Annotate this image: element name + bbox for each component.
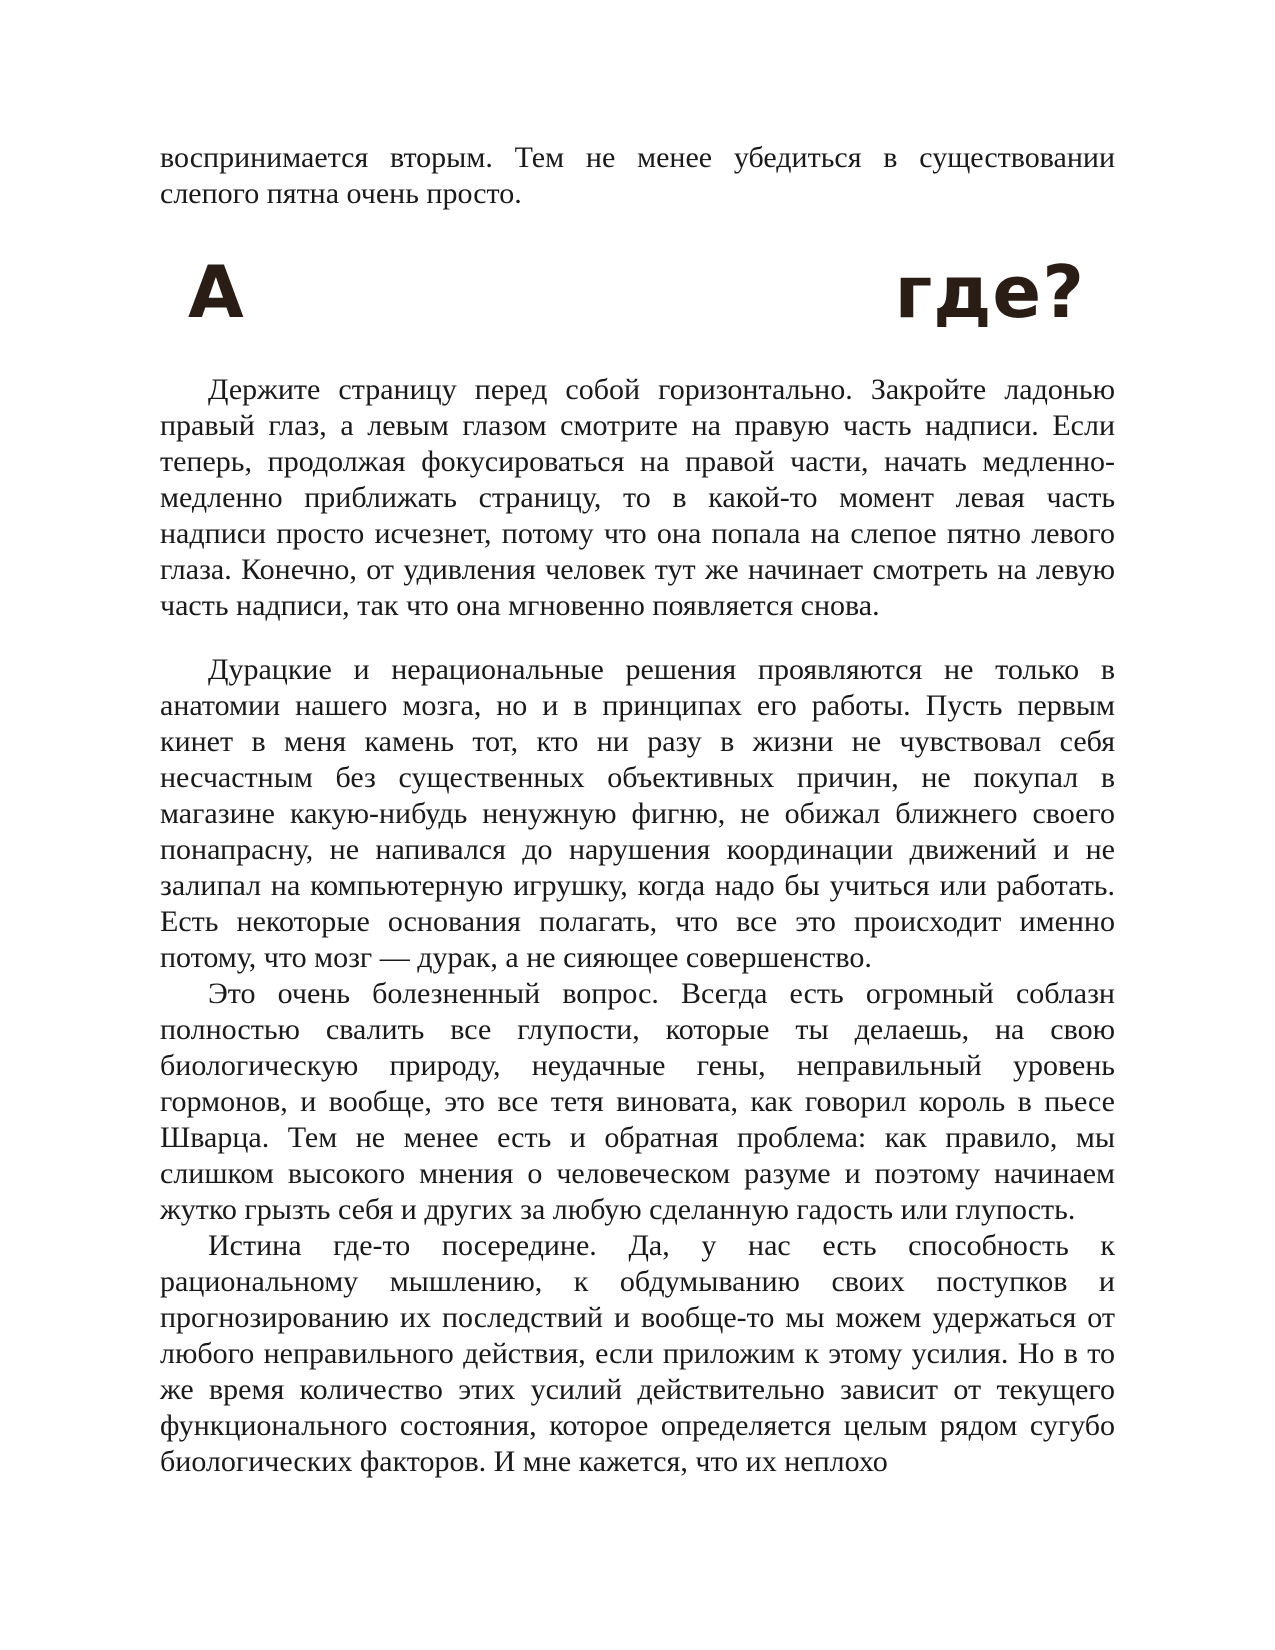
blind-spot-demo (160, 222, 1115, 372)
demo-right-word: где? (894, 250, 1085, 334)
intro-paragraph: воспринимается вторым. Тем не менее убедиться в существовании слепого пятна очень просто. (160, 141, 1115, 210)
paragraph-truth-in-middle: Истина где-то посередине. Да, у нас есть способность к рациональному мышлению, к обдумыванию своих поступков и прогнозированию их последствий и вообще-то мы можем удержаться от любого неправильного действия, если приложим к этому усилия. Но в то же время количество этих усилий действительно зависит от текущего функционального состояния, которое определяется целым рядом сугубо биологических факторов. И мне кажется, что их неплохо (160, 1229, 1115, 1478)
paragraph-instructions: Держите страницу перед собой горизонтально. Закройте ладонью правый глаз, а левым глазом смотрите на правую часть надписи. Если теперь, продолжая фокусироваться на правой части, начать медленно-медленно приближать страницу, то в какой-то момент левая часть надписи просто исчезнет, потому что она попала на слепое пятно левого глаза. Конечно, от удивления человек тут же начинает смотреть на левую часть надписи, так что она мгновенно появляется снова. (160, 373, 1115, 622)
paragraph-gap (160, 624, 1115, 652)
demo-left-word: А (188, 250, 245, 334)
page-content (160, 140, 1115, 1480)
paragraph-irrational-decisions: Дурацкие и нерациональные решения проявляются не только в анатомии нашего мозга, но и в принципах его работы. Пусть первым кинет в меня камень тот, кто ни разу в жизни не чувствовал себя несчастным без существенных объективных причин, не покупал в магазине какую-нибудь ненужную фигню, не обижал ближнего своего понапрасну, не напивался до нарушения координации движений и не залипал на компьютерную игрушку, когда надо бы учиться или работать. Есть некоторые основания полагать, что все это происходит именно потому, что мозг — дурак, а не сияющее совершенство. (160, 653, 1115, 974)
paragraph-painful-question: Это очень болезненный вопрос. Всегда есть огромный соблазн полностью свалить все глупости, которые ты делаешь, на свою биологическую природу, неудачные гены, неправильный уровень гормонов, и вообще, это все тетя виновата, как говорил король в пьесе Шварца. Тем не менее есть и обратная проблема: как правило, мы слишком высокого мнения о человеческом разуме и поэтому начинаем жутко грызть себя и других за любую сделанную гадость или глупость. (160, 977, 1115, 1226)
